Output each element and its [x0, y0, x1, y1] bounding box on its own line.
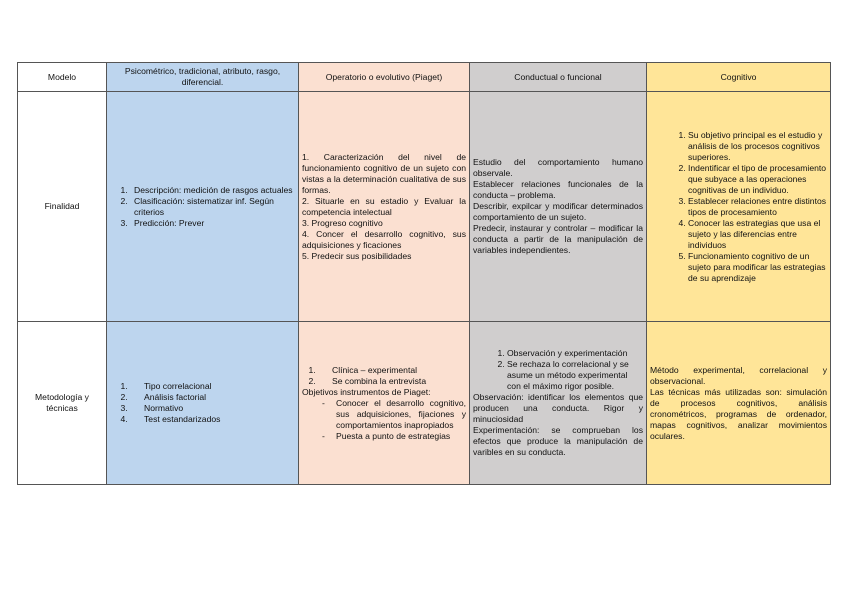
list-item: 1. Tipo correlacional	[130, 381, 295, 392]
models-table	[17, 62, 831, 485]
finalidad-conductual-cell	[470, 92, 647, 322]
paragraph: 5. Predecir sus posibilidades	[302, 250, 412, 261]
metodologia-operatorio-cell	[299, 322, 470, 485]
subtitle: Objetivos instrumentos de Piaget:	[302, 386, 431, 397]
finalidad-cognitivo-cell	[647, 92, 831, 322]
list-item: 2. Se combina la entrevista	[318, 376, 466, 387]
list-item: 2. Se rechaza lo correlacional y se asume un método experimental con el máximo rigor posible.	[507, 359, 643, 392]
row-label-finalidad: Finalidad	[18, 92, 107, 322]
list-item: 4. Test estandarizados	[130, 414, 295, 425]
paragraph: Establecer relaciones funcionales de la conducta – problema.	[473, 179, 643, 200]
paragraph: Experimentación: se comprueban los efectos que produce la manipulación de varibles en su conducta.	[473, 425, 643, 457]
metodologia-row	[18, 322, 831, 485]
list-item: 5. Funcionamiento cognitivo de un sujeto para modificar las estrategias de su aprendizaje	[688, 251, 827, 284]
paragraph: 4. Concer el desarrollo cognitivo, sus adquisiciones y ficaciones	[302, 228, 466, 250]
list-item: - Puesta a punto de estrategias	[336, 431, 466, 442]
list-item: 2. Análisis factorial	[130, 392, 295, 403]
paragraph: Estudio del comportamiento humano observale.	[473, 157, 643, 178]
paragraph: 3. Progreso cognitivo	[302, 217, 383, 228]
paragraph: Describir, expilcar y modificar determinados comportamiento de un sujeto.	[473, 201, 643, 222]
paragraph: Método experimental, correlacional y observacional.	[650, 364, 827, 386]
list-item: 2. Clasificación: sistematizar inf. Según criterios	[130, 196, 295, 218]
paragraph: Las técnicas más utilizadas son: simulación de procesos cognitivos, análisis cronométricos, programas de ordenador, mapas cognitivos, analizar movimientos oculares.	[650, 386, 827, 441]
paragraph: Observación: identificar los elementos que producen una conducta. Rigor y minuciosidad	[473, 392, 643, 424]
paragraph: 1. Caracterización del nivel de funcionamiento cognitivo de un sujeto con vistas a la determinación cualitativa de sus formas.	[302, 151, 466, 195]
list-item: 1. Observación y experimentación	[507, 348, 643, 359]
header-cognitivo: Cognitivo	[647, 63, 831, 92]
row-label-metodologia: Metodología y técnicas	[18, 322, 107, 485]
list-item: 1. Su objetivo principal es el estudio y análisis de los procesos cognitivos superiores.	[688, 130, 827, 163]
list-item: 2. Indentificar el tipo de procesamiento que subyace a las operaciones cognitivas de un individuo.	[688, 163, 827, 196]
list-item: 1. Clínica – experimental	[318, 365, 466, 376]
list-item: 4. Conocer las estrategias que usa el sujeto y las diferencias entre individuos	[688, 218, 827, 251]
header-psicometrico: Psicométrico, tradicional, atributo, rasgo, diferencial.	[107, 63, 299, 92]
list-item: 3. Normativo	[130, 403, 295, 414]
list-item: - Conocer el desarrollo cognitivo, sus adquisiciones, fijaciones y comportamientos inapropiados	[336, 398, 466, 431]
finalidad-operatorio-cell	[299, 92, 470, 322]
list-item: 1. Descripción: medición de rasgos actuales	[130, 185, 295, 196]
finalidad-row	[18, 92, 831, 322]
paragraph: Predecir, instaurar y controlar – modificar la conducta a partir de la manipulación de variables independientes.	[473, 223, 643, 255]
header-row	[18, 63, 831, 92]
metodologia-cognitivo-cell	[647, 322, 831, 485]
paragraph: 2. Situarle en su estadio y Evaluar la competencia intelectual	[302, 195, 466, 217]
metodologia-psicometrico-cell	[107, 322, 299, 485]
list-item: 3. Predicción: Prever	[130, 218, 295, 229]
list-item: 3. Establecer relaciones entre distintos tipos de procesamiento	[688, 196, 827, 218]
metodologia-conductual-cell	[470, 322, 647, 485]
header-operatorio: Operatorio o evolutivo (Piaget)	[299, 63, 470, 92]
header-modelo: Modelo	[18, 63, 107, 92]
finalidad-psicometrico-cell	[107, 92, 299, 322]
header-conductual: Conductual o funcional	[470, 63, 647, 92]
